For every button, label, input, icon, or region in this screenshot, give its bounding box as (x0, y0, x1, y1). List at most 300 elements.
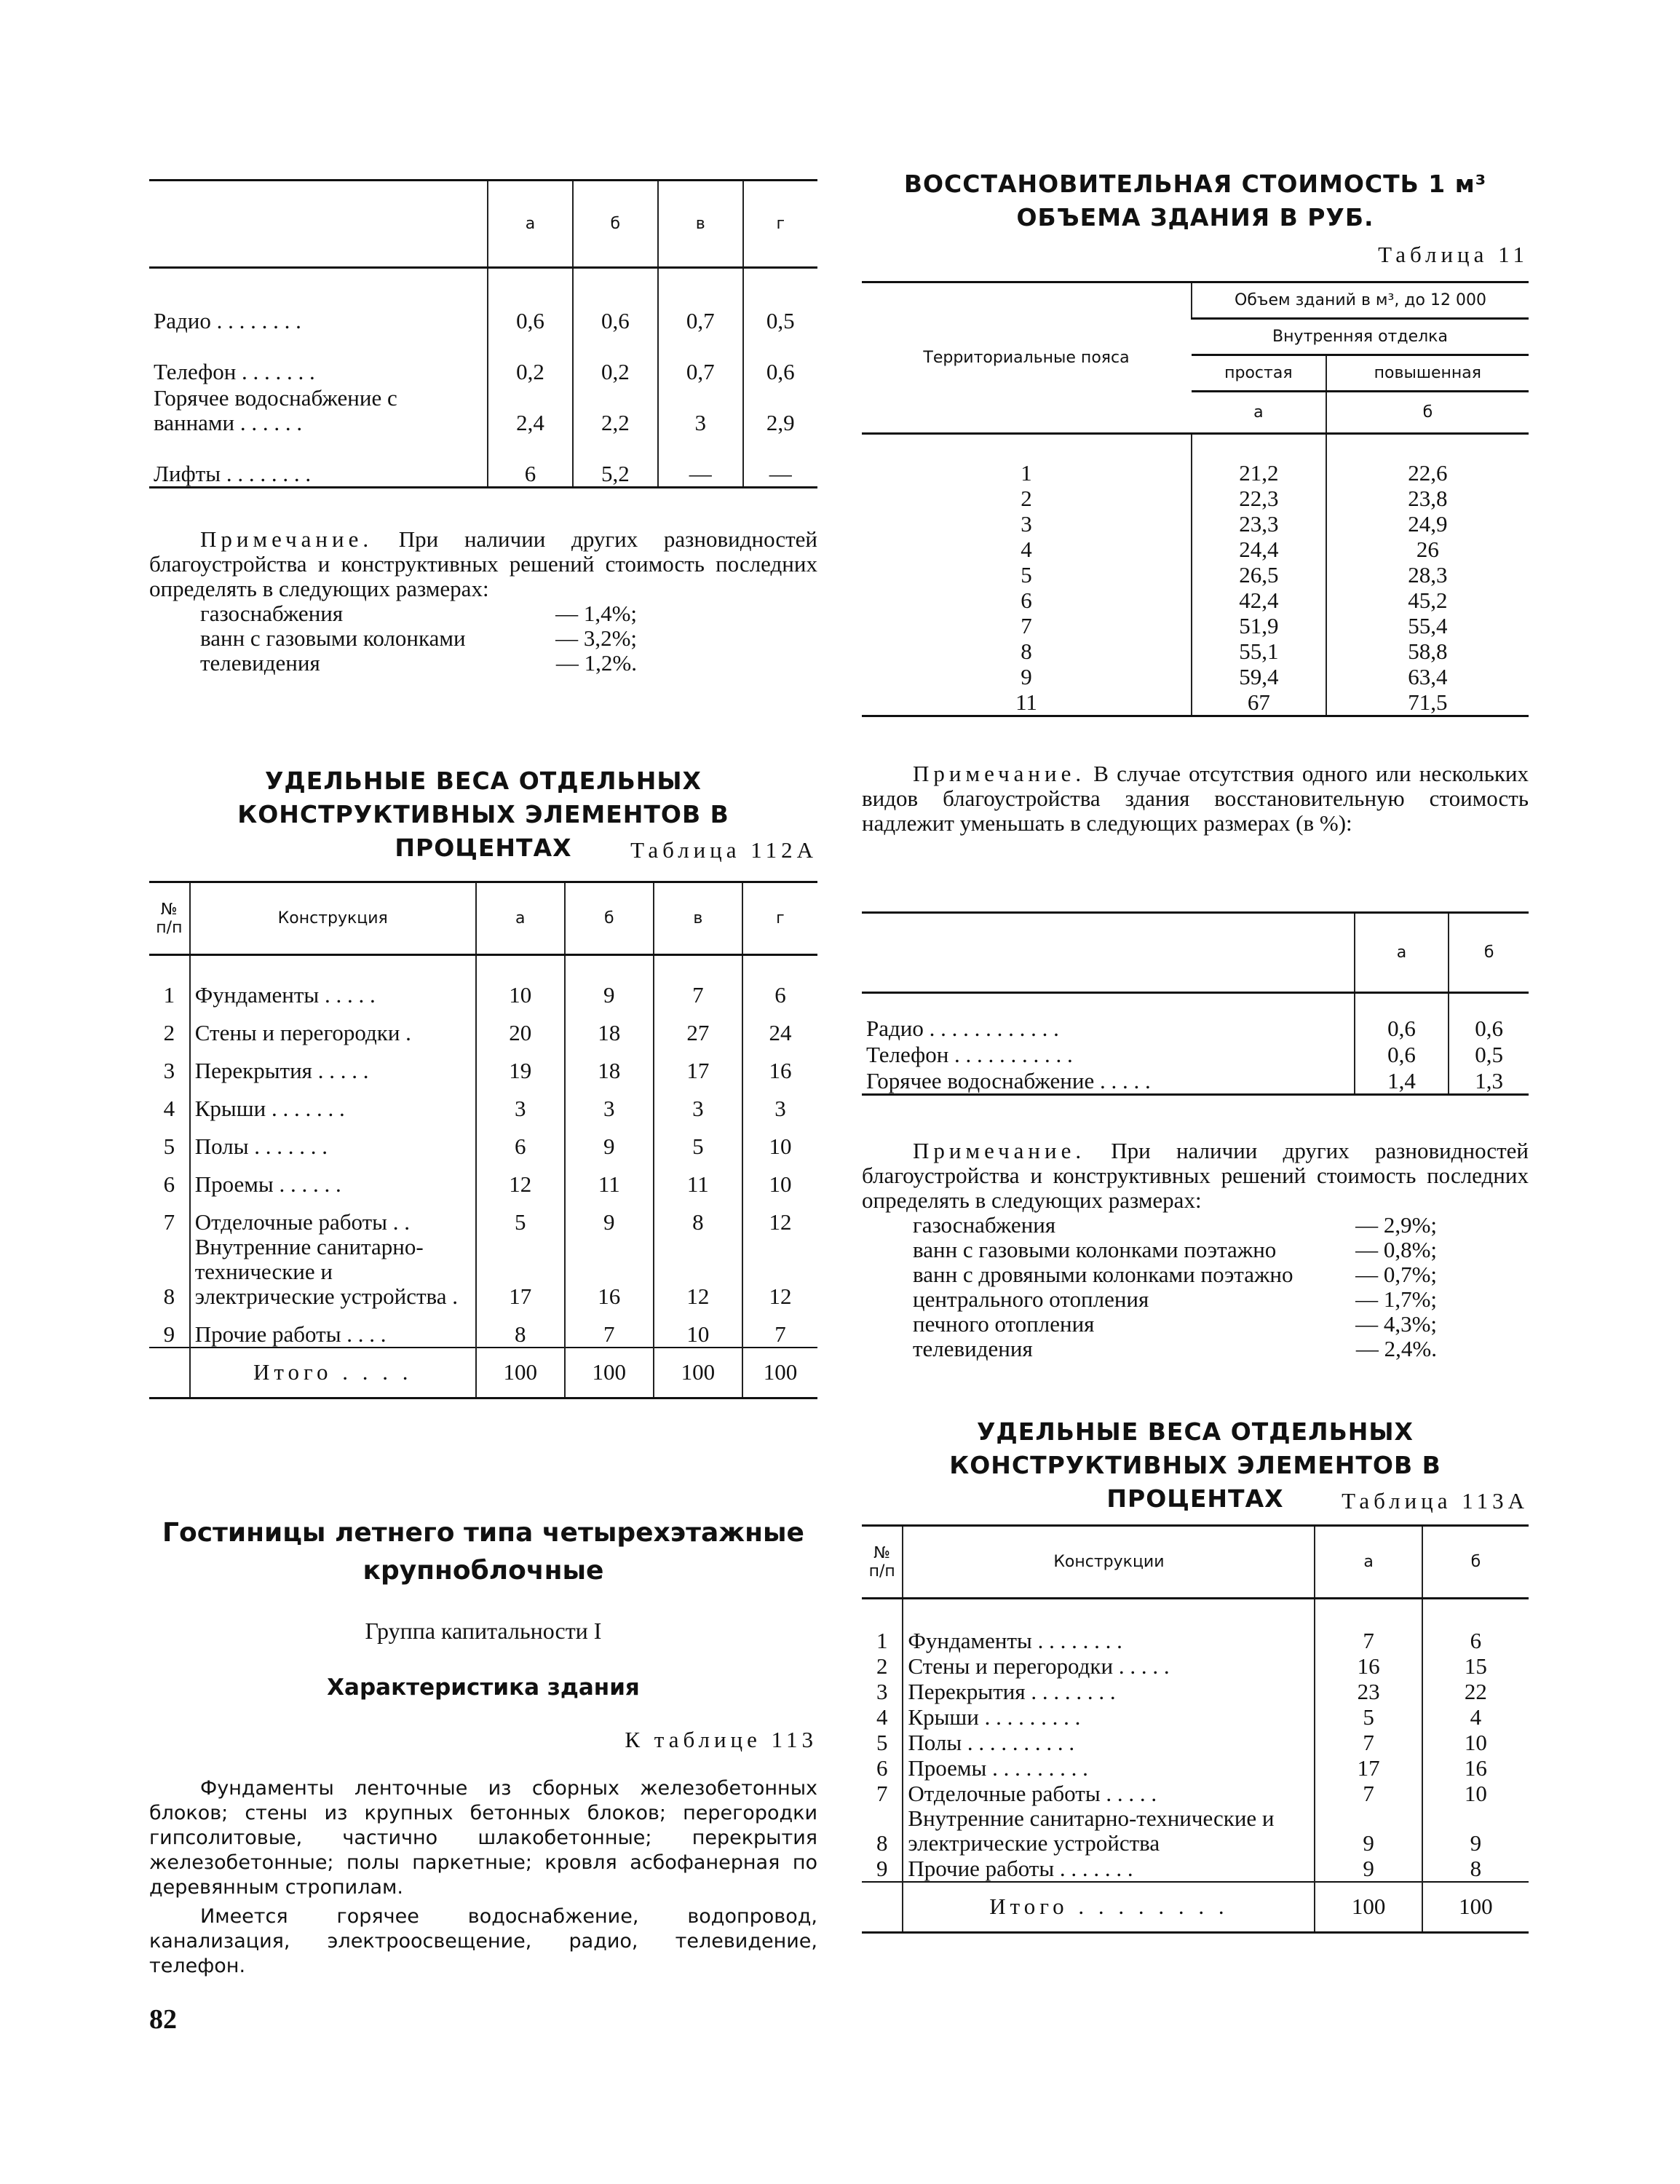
table-row (862, 664, 1529, 689)
note-label: Примечание. (200, 526, 373, 552)
table-row (862, 1067, 1529, 1095)
table-cell: 11 (1015, 689, 1037, 715)
total-cell: Итого . . . . (190, 1348, 476, 1398)
table-cell: 3 (163, 1057, 175, 1083)
table-cell: 45,2 (1326, 587, 1529, 613)
table-cell: 4 (876, 1704, 888, 1730)
table-cell: 22,6 (1326, 434, 1529, 486)
spacer-cell (743, 268, 817, 282)
simple-header: простая (1192, 355, 1326, 392)
zone-header: Территориальные пояса (862, 282, 1192, 434)
table-cell: 4 (1021, 537, 1032, 562)
table-cell: 5,2 (573, 435, 658, 488)
table-row (149, 333, 817, 384)
note-item (200, 651, 637, 676)
total-cell (862, 1882, 903, 1933)
table-cell: 6 (742, 970, 817, 1008)
table-cell: 27 (654, 1008, 742, 1045)
table-cell: 3 (1021, 511, 1032, 537)
table-cell: 0,6 (1355, 1041, 1449, 1067)
total-cell (149, 1348, 190, 1398)
note-item (913, 1238, 1437, 1262)
table-cell: 55,1 (1192, 638, 1326, 664)
note-item-value: — 0,8%; (1355, 1237, 1437, 1262)
table-cell: 16 (565, 1235, 654, 1309)
to-table-113: К таблице 113 (625, 1727, 817, 1752)
table-cell: 8 (876, 1829, 888, 1856)
table-row (862, 511, 1529, 537)
table-row (862, 1755, 1529, 1781)
table-cell: Радио . . . . . . . . (154, 307, 301, 333)
table-cell: 9 (1021, 664, 1032, 689)
table-cell: 10 (742, 1121, 817, 1159)
table-cell: 15 (1422, 1653, 1529, 1679)
table-cell: 0,6 (1355, 1015, 1449, 1041)
note-item-name: центрального отопления (913, 1286, 1149, 1312)
table-113a-wrap (862, 1524, 1529, 1934)
description-para-2: Имеется горячее водоснабжение, водопровод, канализация, электроосвещение, радио, телевидение, телефон. (149, 1905, 817, 1977)
table-cell: 17 (654, 1045, 742, 1083)
table-cell: 9 (163, 1321, 175, 1347)
table-cell: 10 (654, 1309, 742, 1348)
spacer-cell (903, 1599, 1315, 1628)
column-header: Конструкция (190, 882, 476, 955)
table-cell: 9 (565, 1197, 654, 1235)
spacer-cell (488, 268, 573, 282)
note-item-name: газоснабжения (200, 601, 344, 626)
characteristic-heading: Характеристика здания (327, 1674, 640, 1701)
table-cell: 16 (742, 1045, 817, 1083)
table-cell: 6 (1422, 1628, 1529, 1653)
table-row (862, 1704, 1529, 1730)
total-cell: 100 (742, 1348, 817, 1398)
spacer-cell (1449, 993, 1529, 1015)
table-cell: Прочие работы . . . . (190, 1309, 476, 1348)
note-item-value: — 1,2%. (555, 650, 637, 676)
table-cell: 2 (1021, 486, 1032, 511)
table-11-label: Таблица 11 (1378, 242, 1529, 267)
table-cell: 26 (1326, 537, 1529, 562)
table-cell: 23,3 (1192, 511, 1326, 537)
header-row (149, 181, 817, 268)
spacer-cell (476, 955, 565, 970)
table-row (862, 1041, 1529, 1067)
spacer-row (862, 993, 1529, 1015)
table-row (862, 1653, 1529, 1679)
table-cell: 1 (1021, 460, 1032, 486)
note-item-name: ванн с газовыми колонками поэтажно (913, 1237, 1277, 1262)
table-cell: 16 (1422, 1755, 1529, 1781)
table-cell: 0,6 (1449, 1015, 1529, 1041)
table-cell: 24 (742, 1008, 817, 1045)
table-row (149, 1235, 817, 1309)
table-cell: Проемы . . . . . . (190, 1159, 476, 1197)
table-cell: 2,4 (488, 384, 573, 435)
total-row (149, 1348, 817, 1398)
column-header: в (654, 882, 742, 955)
table-cell: 9 (565, 1121, 654, 1159)
table-cell: 8 (476, 1309, 565, 1348)
column-header: б (573, 181, 658, 268)
column-header: Конструкции (903, 1526, 1315, 1599)
column-header: а (1315, 1526, 1422, 1599)
note-item-name: ванн с дровяными колонками поэтажно (913, 1262, 1293, 1287)
table-amenities-left (149, 179, 817, 488)
column-header: б (565, 882, 654, 955)
table-cell: 71,5 (1326, 689, 1529, 716)
table-row (149, 1008, 817, 1045)
table-cell: 7 (654, 970, 742, 1008)
table-cell: 23 (1315, 1679, 1422, 1704)
note-item (913, 1287, 1437, 1312)
note-item (200, 626, 637, 651)
table-cell: 2 (876, 1653, 888, 1679)
table-cell: 8 (1021, 638, 1032, 664)
table-cell: 24,9 (1326, 511, 1529, 537)
table-cell: Стены и перегородки . (190, 1008, 476, 1045)
table-row (149, 384, 817, 435)
note-item (913, 1312, 1437, 1337)
table-cell: Лифты . . . . . . . . (154, 460, 312, 486)
spacer-cell (654, 955, 742, 970)
table-cell: 11 (654, 1159, 742, 1197)
table-cell: — (658, 435, 743, 488)
column-header: а (476, 882, 565, 955)
table-cell: 5 (163, 1133, 175, 1159)
table-cell: 6 (163, 1171, 175, 1197)
table-cell: Полы . . . . . . . (190, 1121, 476, 1159)
page-number: 82 (149, 2004, 177, 2035)
table-row (862, 1856, 1529, 1882)
table-cell: 42,4 (1192, 587, 1326, 613)
table-cell: 19 (476, 1045, 565, 1083)
table-row (862, 562, 1529, 587)
table-cell: 2 (163, 1019, 175, 1045)
table-cell: 3 (476, 1083, 565, 1121)
table-cell: Фундаменты . . . . . (190, 970, 476, 1008)
spacer-cell (149, 955, 190, 970)
table-cell: 3 (654, 1083, 742, 1121)
table-cell: 8 (654, 1197, 742, 1235)
table-cell: Телефон . . . . . . . (154, 358, 315, 384)
table-cell: 12 (654, 1235, 742, 1309)
table-112a-label: Таблица 112А (630, 837, 817, 863)
table-amenities-right-wrap (862, 911, 1529, 1096)
note-item-name: печного отопления (913, 1311, 1095, 1337)
table-row (149, 435, 817, 488)
table-row (149, 1309, 817, 1348)
table-cell: 7 (1315, 1781, 1422, 1806)
finish-header: Внутренняя отделка (1192, 319, 1529, 355)
table-112a-wrap (149, 881, 817, 1399)
note-item (200, 601, 637, 626)
column-header: б (1449, 913, 1529, 993)
table-cell: 9 (1422, 1806, 1529, 1856)
table-row (149, 1083, 817, 1121)
spacer-cell (742, 955, 817, 970)
note-item-value: — 0,7%; (1355, 1262, 1437, 1287)
note-text: При наличии других разновидностей благоустройства и конструктивных решений стоимость последних определять в следующих размерах: (149, 526, 817, 601)
table-row (149, 1045, 817, 1083)
table-cell: 18 (565, 1008, 654, 1045)
heading-113a: УДЕЛЬНЫЕ ВЕСА ОТДЕЛЬНЫХ КОНСТРУКТИВНЫХ ЭЛЕМЕНТОВ В ПРОЦЕНТАХ (949, 1417, 1441, 1513)
table-cell: 22 (1422, 1679, 1529, 1704)
table-cell: 18 (565, 1045, 654, 1083)
note-item (913, 1213, 1437, 1238)
note-1 (149, 527, 817, 676)
column-header: а (488, 181, 573, 268)
table-cell: Фундаменты . . . . . . . . (903, 1628, 1315, 1653)
table-cell: 4 (1422, 1704, 1529, 1730)
table-11 (862, 281, 1529, 717)
table-cell: 58,8 (1326, 638, 1529, 664)
table-cell: 0,7 (658, 333, 743, 384)
spacer-cell (1315, 1599, 1422, 1628)
table-row (862, 1015, 1529, 1041)
spacer-cell (862, 1599, 903, 1628)
total-cell: 100 (1315, 1882, 1422, 1933)
table-cell: 7 (742, 1309, 817, 1348)
spacer-row (862, 1599, 1529, 1628)
table-cell: 6 (476, 1121, 565, 1159)
section-title: Гостиницы летнего типа четырехэтажные крупноблочные (162, 1518, 804, 1586)
column-header: а (1355, 913, 1449, 993)
table-cell: 1,3 (1449, 1067, 1529, 1095)
table-cell: 0,6 (488, 282, 573, 333)
table-cell: 63,4 (1326, 664, 1529, 689)
table-112a (149, 881, 817, 1399)
table-11-wrap (862, 281, 1529, 717)
table-row (149, 1121, 817, 1159)
table-cell: 7 (876, 1780, 888, 1806)
table-cell: 51,9 (1192, 613, 1326, 638)
table-cell: Крыши . . . . . . . . . (903, 1704, 1315, 1730)
note-item-value: — 1,4%; (555, 601, 637, 626)
total-cell: 100 (476, 1348, 565, 1398)
note-label: Примечание. (913, 761, 1086, 786)
table-cell: 1,4 (1355, 1067, 1449, 1095)
header-row (862, 913, 1529, 993)
table-row (862, 638, 1529, 664)
table-cell: Телефон . . . . . . . . . . . (866, 1041, 1073, 1067)
table-cell: 0,2 (573, 333, 658, 384)
table-cell: Полы . . . . . . . . . . (903, 1730, 1315, 1755)
table-cell: 3 (565, 1083, 654, 1121)
note-item-value: — 2,4%. (1355, 1336, 1437, 1361)
total-cell: 100 (654, 1348, 742, 1398)
table-cell: 2,9 (743, 384, 817, 435)
table-cell: Крыши . . . . . . . (190, 1083, 476, 1121)
table-cell: 16 (1315, 1653, 1422, 1679)
header-row (149, 882, 817, 955)
table-row (149, 970, 817, 1008)
table-cell: Горячее водоснабжение . . . . . (866, 1067, 1151, 1093)
table-cell: 3 (742, 1083, 817, 1121)
col-b-header: б (1326, 392, 1529, 434)
table-cell: 5 (476, 1197, 565, 1235)
column-header: г (743, 181, 817, 268)
table-row (862, 1781, 1529, 1806)
heading-112a: УДЕЛЬНЫЕ ВЕСА ОТДЕЛЬНЫХ КОНСТРУКТИВНЫХ ЭЛЕМЕНТОВ В ПРОЦЕНТАХ (237, 767, 729, 862)
note-item-value: — 1,7%; (1355, 1286, 1437, 1312)
table-cell: 0,5 (1449, 1041, 1529, 1067)
table-cell: 10 (1422, 1781, 1529, 1806)
table-cell: 17 (476, 1235, 565, 1309)
table-cell: 5 (654, 1121, 742, 1159)
table-cell: Отделочные работы . . . . . (903, 1781, 1315, 1806)
spacer-cell (1355, 993, 1449, 1015)
column-header: б (1422, 1526, 1529, 1599)
table-row (862, 486, 1529, 511)
table-row (862, 537, 1529, 562)
table-cell: 9 (1315, 1806, 1422, 1856)
table-cell: Стены и перегородки . . . . . (903, 1653, 1315, 1679)
table-cell: 11 (565, 1159, 654, 1197)
table-cell: 10 (1422, 1730, 1529, 1755)
table-row (862, 1628, 1529, 1653)
description (149, 1776, 817, 1979)
table-cell: 3 (876, 1678, 888, 1704)
table-cell: 2,2 (573, 384, 658, 435)
table-cell: 22,3 (1192, 486, 1326, 511)
capital-group: Группа капитальности I (365, 1618, 602, 1644)
table-cell: 17 (1315, 1755, 1422, 1781)
table-cell: 6 (488, 435, 573, 488)
table-row (862, 613, 1529, 638)
table-cell: Перекрытия . . . . . . . . (903, 1679, 1315, 1704)
table-cell: 23,8 (1326, 486, 1529, 511)
table-cell: Прочие работы . . . . . . . (903, 1856, 1315, 1882)
note-item-name: телевидения (200, 650, 320, 676)
column-header: г (742, 882, 817, 955)
note-item-value: — 3,2%; (555, 625, 637, 651)
spacer-row (149, 955, 817, 970)
table-cell: 6 (1021, 587, 1032, 613)
note-label: Примечание. (913, 1138, 1086, 1163)
column-header (149, 181, 488, 268)
table-cell: 12 (742, 1235, 817, 1309)
table-row (862, 587, 1529, 613)
table-cell: Проемы . . . . . . . . . (903, 1755, 1315, 1781)
table-cell: 12 (476, 1159, 565, 1197)
table-cell: — (743, 435, 817, 488)
spacer-cell (573, 268, 658, 282)
table-cell: Горячее водоснабжение с ваннами . . . . . . (154, 384, 397, 435)
table-cell: Внутренние санитарно-технические и электрические устройства (903, 1806, 1315, 1856)
table-cell: 0,5 (743, 282, 817, 333)
spacer-cell (1422, 1599, 1529, 1628)
table-cell: Перекрытия . . . . . (190, 1045, 476, 1083)
description-para-1: Фундаменты ленточные из сборных железобетонных блоков; стены из крупных бетонных блоков; перегородки гипсолитовые, частично шлакобетонные; перекрытия железобетонные; полы паркетные; кровля асбофанерная по деревянным стропилам. (149, 1777, 817, 1899)
table-cell: 7 (565, 1309, 654, 1348)
table-cell: 59,4 (1192, 664, 1326, 689)
total-cell: 100 (565, 1348, 654, 1398)
table-cell: 0,7 (658, 282, 743, 333)
column-header (862, 913, 1355, 993)
table-113a-label: Таблица 113А (1342, 1488, 1529, 1514)
table-cell: 9 (565, 970, 654, 1008)
note-item-name: газоснабжения (913, 1212, 1056, 1238)
spacer-cell (190, 955, 476, 970)
table-cell: 10 (742, 1159, 817, 1197)
improved-header: повышенная (1326, 355, 1529, 392)
table-cell: 1 (163, 981, 175, 1008)
table-cell: Радио . . . . . . . . . . . . (866, 1015, 1059, 1041)
total-cell: 100 (1422, 1882, 1529, 1933)
table-cell: 3 (658, 384, 743, 435)
table-cell: 0,6 (743, 333, 817, 384)
table-cell: 4 (163, 1095, 175, 1121)
column-header: № п/п (862, 1526, 903, 1599)
note-text: В случае отсутствия одного или нескольких видов благоустройства здания восстановительную стоимость надлежит уменьшать в следующих размерах (в %): (862, 761, 1529, 836)
table-cell: 28,3 (1326, 562, 1529, 587)
spacer-cell (149, 268, 488, 282)
spacer-cell (862, 993, 1355, 1015)
note-item-name: телевидения (913, 1336, 1033, 1361)
table-row (149, 1159, 817, 1197)
table-cell: 5 (1315, 1704, 1422, 1730)
table-cell: 21,2 (1192, 434, 1326, 486)
table-row (862, 434, 1529, 486)
total-row (862, 1882, 1529, 1933)
note-item-value: — 4,3%; (1355, 1311, 1437, 1337)
table-row (149, 1197, 817, 1235)
note-2 (862, 761, 1529, 836)
note-item-name: ванн с газовыми колонками (200, 625, 466, 651)
col-a-header: а (1192, 392, 1326, 434)
table-cell: Внутренние санитарно-технические и электрические устройства . (190, 1235, 476, 1309)
amenities-reduction-table (862, 911, 1529, 1096)
table-cell: 26,5 (1192, 562, 1326, 587)
table-cell: 8 (1422, 1856, 1529, 1882)
table-cell: 8 (163, 1283, 175, 1309)
table-cell: 1 (876, 1627, 888, 1653)
table-row (862, 1679, 1529, 1704)
table-cell: 24,4 (1192, 537, 1326, 562)
volume-header: Объем зданий в м³, до 12 000 (1192, 282, 1529, 319)
table-cell: 12 (742, 1197, 817, 1235)
table-cell: 67 (1192, 689, 1326, 716)
table-cell: 7 (1315, 1730, 1422, 1755)
total-cell: Итого . . . . . . . . (903, 1882, 1315, 1933)
table-row (862, 689, 1529, 716)
table-113a (862, 1524, 1529, 1934)
column-header: № п/п (149, 882, 190, 955)
spacer-cell (658, 268, 743, 282)
table-cell: 20 (476, 1008, 565, 1045)
table-cell: 10 (476, 970, 565, 1008)
table-cell: 0,6 (573, 282, 658, 333)
column-header: в (658, 181, 743, 268)
table-cell: 0,2 (488, 333, 573, 384)
note-item (913, 1262, 1437, 1287)
table-cell: 55,4 (1326, 613, 1529, 638)
table-cell: Отделочные работы . . (190, 1197, 476, 1235)
table-row (862, 1730, 1529, 1755)
table-row (862, 1806, 1529, 1856)
note-text: При наличии других разновидностей благоустройства и конструктивных решений стоимость последних определять в следующих размерах: (862, 1138, 1529, 1213)
heading-table-11: ВОССТАНОВИТЕЛЬНАЯ СТОИМОСТЬ 1 м³ ОБЪЕМА ЗДАНИЯ В РУБ. (903, 170, 1487, 232)
spacer-cell (565, 955, 654, 970)
table-cell: 7 (163, 1208, 175, 1235)
amenities-table (149, 179, 817, 488)
header-row (862, 1526, 1529, 1599)
table-cell: 7 (1021, 613, 1032, 638)
table-cell: 9 (876, 1855, 888, 1881)
table-cell: 7 (1315, 1628, 1422, 1653)
table-cell: 5 (1021, 562, 1032, 587)
note-item (913, 1337, 1437, 1361)
